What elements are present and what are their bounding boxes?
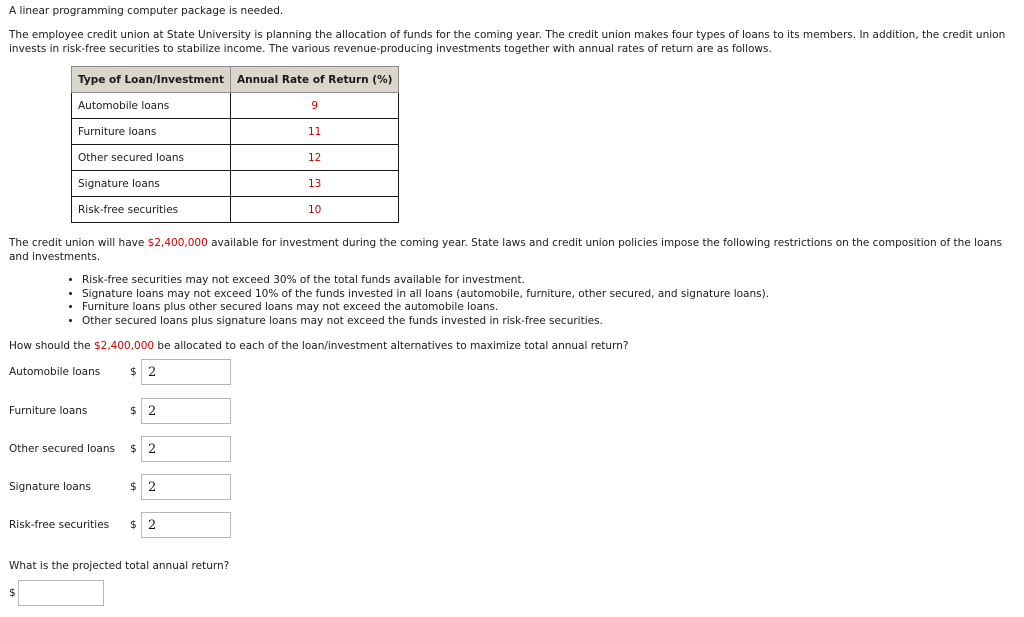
question-suffix: be allocated to each of the loan/investment alternatives to maximize total annual return? (154, 340, 629, 352)
row-rate: 10 (230, 197, 398, 223)
currency-symbol: $ (9, 587, 16, 599)
restriction-item: • Risk-free securities may not exceed 30% of the total funds available for investment. (82, 274, 769, 288)
header-rate: Annual Rate of Return (%) (230, 67, 398, 93)
row-name: Other secured loans (72, 145, 231, 171)
description-text: The employee credit union at State University is planning the allocation of funds for the coming year. The credit union makes four types of loans to its members. In addition, the credit union invests in risk-free securities to stabilize income. The various revenue-producing investments together with annual rates of return are as follows. (9, 29, 1006, 55)
allocation-label: Furniture loans (9, 405, 88, 417)
header-type: Type of Loan/Investment (72, 67, 231, 93)
allocation-label: Automobile loans (9, 366, 101, 378)
row-name: Signature loans (72, 171, 231, 197)
currency-symbol: $ (130, 366, 137, 378)
currency-symbol: $ (130, 481, 137, 493)
row-name: Furniture loans (72, 119, 231, 145)
table-row (72, 171, 399, 197)
row-rate: 11 (230, 119, 398, 145)
table-header-row (72, 67, 399, 93)
restriction-item: • Other secured loans plus signature loans may not exceed the funds invested in risk-free securities. (82, 315, 769, 329)
row-name: Automobile loans (72, 93, 231, 119)
funds-text (9, 236, 1017, 264)
row-rate: 9 (230, 93, 398, 119)
automobile-loans-input[interactable] (141, 359, 231, 385)
restriction-item: • Furniture loans plus other secured loans may not exceed the automobile loans. (82, 301, 769, 315)
return-question: What is the projected total annual return? (9, 560, 230, 572)
question-prefix: How should the (9, 340, 94, 352)
funds-suffix: available for investment during the coming year. State laws and credit union policies impose the following restrictions on the composition of the loans and investments. (9, 237, 1002, 263)
furniture-loans-input[interactable] (141, 398, 231, 424)
question-amount: $2,400,000 (93, 340, 155, 352)
currency-symbol: $ (130, 405, 137, 417)
funds-prefix: The credit union will have (9, 237, 148, 249)
row-name: Risk-free securities (72, 197, 231, 223)
restrictions-list (64, 274, 769, 329)
funds-amount: $2,400,000 (147, 237, 208, 249)
allocation-label: Other secured loans (9, 443, 115, 455)
allocation-label: Signature loans (9, 481, 91, 493)
currency-symbol: $ (130, 519, 137, 531)
currency-symbol: $ (130, 443, 137, 455)
allocation-question (9, 339, 628, 353)
table-row (72, 145, 399, 171)
table-row (72, 197, 399, 223)
table-row (72, 93, 399, 119)
restriction-item: • Signature loans may not exceed 10% of the funds invested in all loans (automobile, furniture, other secured, and signature loans). (82, 288, 769, 302)
row-rate: 13 (230, 171, 398, 197)
table-row (72, 119, 399, 145)
signature-loans-input[interactable] (141, 474, 231, 500)
rates-table (71, 66, 399, 223)
allocation-label: Risk-free securities (9, 519, 110, 531)
other-secured-loans-input[interactable] (141, 436, 231, 462)
intro-text: A linear programming computer package is needed. (9, 5, 284, 17)
total-return-input[interactable] (18, 580, 104, 606)
risk-free-securities-input[interactable] (141, 512, 231, 538)
row-rate: 12 (230, 145, 398, 171)
